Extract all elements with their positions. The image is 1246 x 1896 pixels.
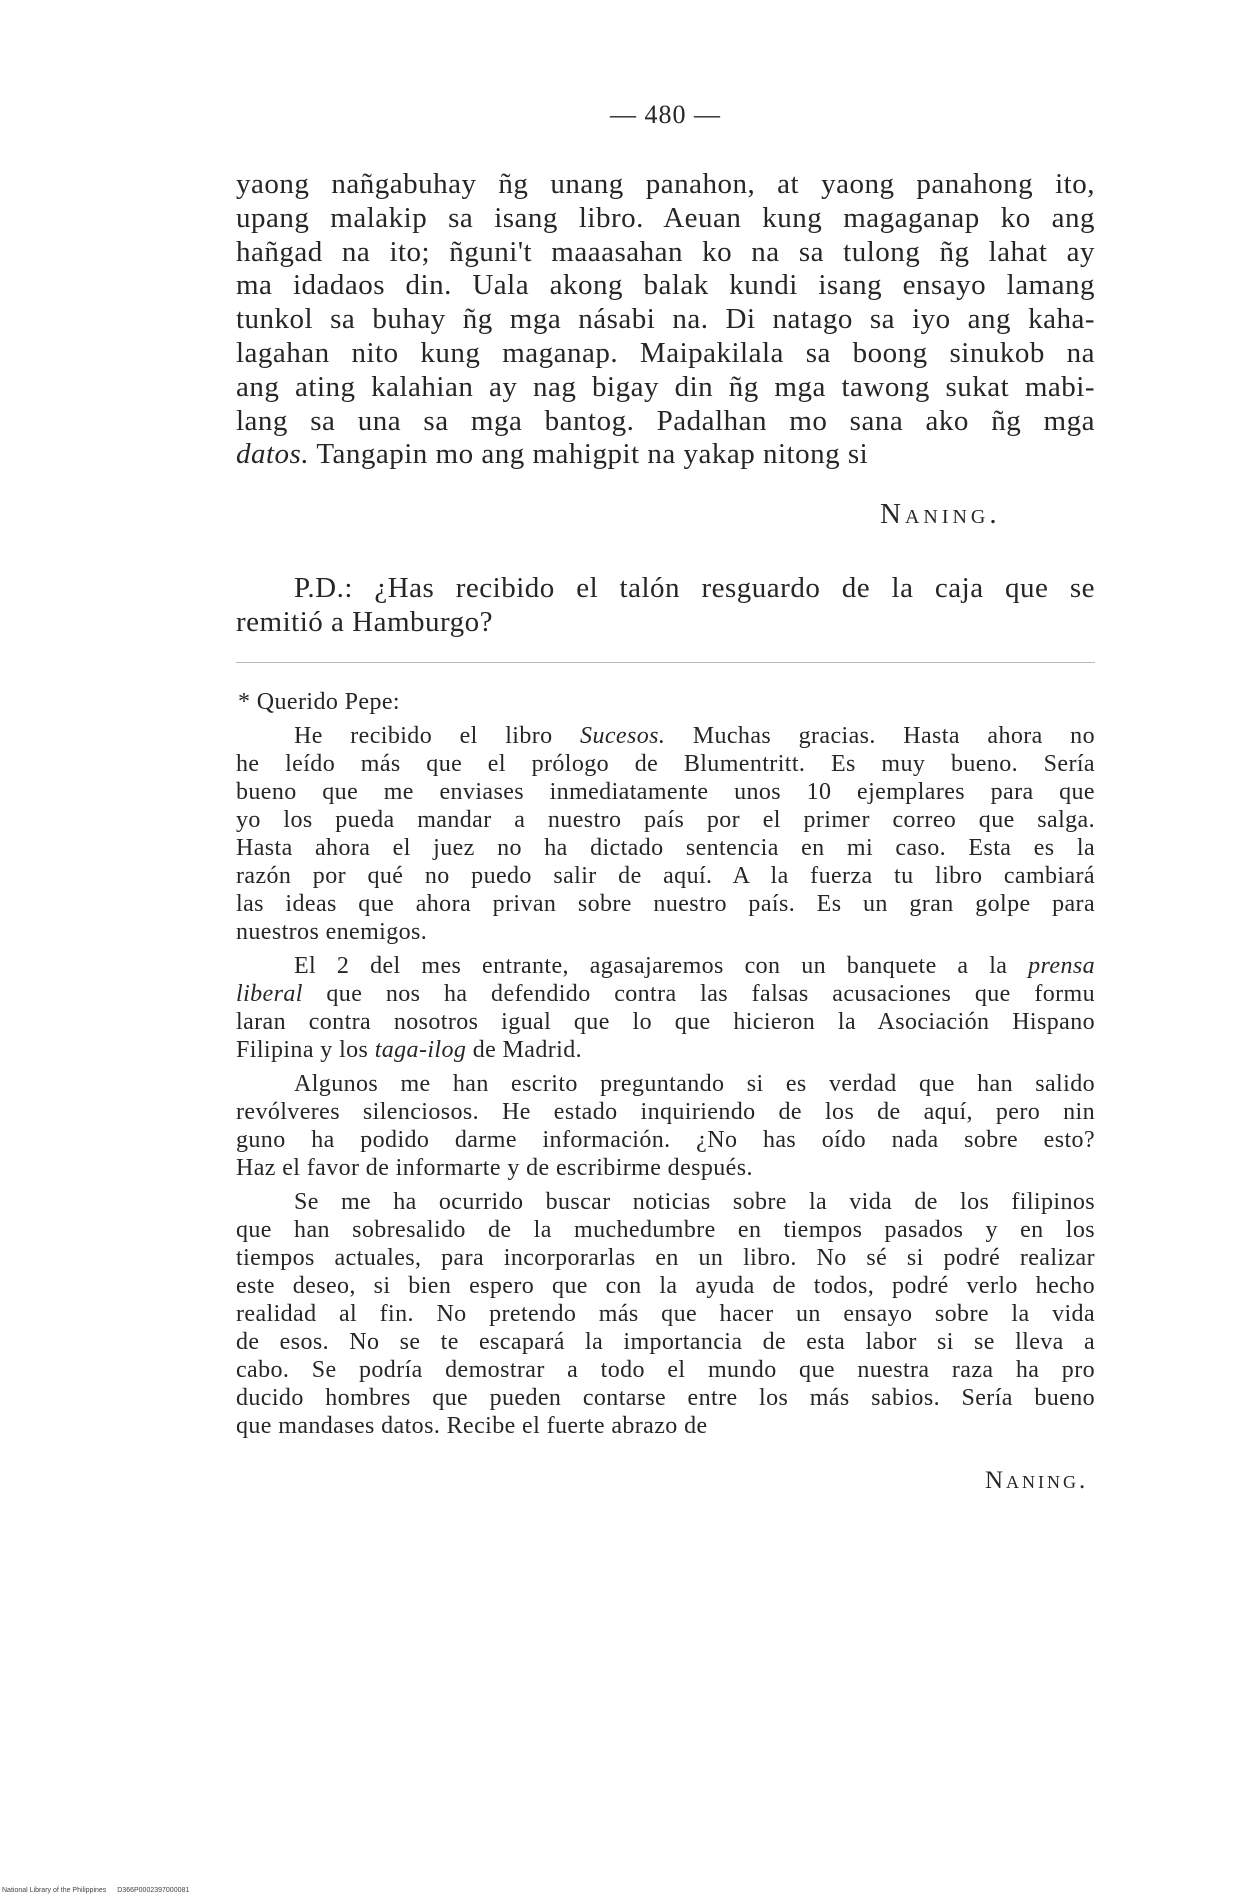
text-line [236,1356,1095,1384]
text-run: Tangapin mo ang mahigpit na yakap nitong si [309,438,869,471]
text-run: de Madrid. [466,1037,583,1063]
text-run: ang ating kalahian ay nag bigay din ñg mga tawong sukat mabi- [236,370,1095,403]
text-run: remitió a Hamburgo? [236,605,494,638]
text-run: lagahan nito kung maganap. Maipakilala sa boong sinukob na [236,336,1095,369]
footnote-paragraph [236,952,1095,1064]
text-run: yo los pueda mandar a nuestro país por el primer correo que salga. [236,807,1095,833]
text-run: ma idadaos din. Uala akong balak kundi isang ensayo lamang [236,269,1095,302]
text-run: que nos ha defendido contra las falsas acusaciones que formu [302,981,1095,1007]
text-run: El 2 del mes entrante, agasajaremos con un banquete a la [294,953,1029,979]
italic-text: prensa [1028,953,1095,979]
text-line [236,202,1095,236]
text-run: tiempos actuales, para incorporarlas en un libro. No sé si podré realizar [236,1245,1095,1271]
footnote-salutation: * Querido Pepe: [238,689,400,715]
text-run: razón por qué no puedo salir de aquí. A la fuerza tu libro cambiará [236,863,1095,889]
text-run: Hasta ahora el juez no ha dictado sentencia en mi caso. Esta es la [236,835,1095,861]
text-run: guno ha podido darme información. ¿No has oído nada sobre esto? [236,1127,1095,1153]
italic-text: taga-ilog [374,1037,467,1063]
text-line [236,606,1095,640]
text-run: Haz el favor de informarte y de escribirme después. [236,1155,753,1181]
footnote-rule [236,662,1095,663]
text-line [236,778,1095,806]
text-line [236,750,1095,778]
text-run: de esos. No se te escapará la importancia de esta labor si se lleva a [236,1329,1095,1355]
text-run: Algunos me han escrito preguntando si es verdad que han salido [294,1071,1095,1097]
text-line [236,1188,1095,1216]
page-number: — 480 — [610,100,721,129]
text-line [236,890,1095,918]
text-run: lang sa una sa mga bantog. Padalhan mo sana ako ñg mga [236,404,1095,437]
postscript [236,572,1095,640]
footnote-paragraph [236,722,1095,946]
text-line [236,405,1095,439]
text-line [236,1328,1095,1356]
text-line [236,438,1095,472]
text-line [236,1300,1095,1328]
archive-library-name: National Library of the Philippines [2,1887,107,1894]
italic-text: liberal [236,981,303,1007]
text-line [236,1126,1095,1154]
text-line [236,1036,1095,1064]
text-run: realidad al fin. No pretendo más que hacer un ensayo sobre la vida [236,1301,1095,1327]
text-run: ducido hombres que pueden contarse entre los más sabios. Sería bueno [236,1385,1095,1411]
text-run: upang malakip sa isang libro. Aeuan kung magaganap ko ang [236,201,1095,234]
text-line [236,1216,1095,1244]
text-line [236,1070,1095,1098]
text-line [236,806,1095,834]
letter-body-tagalog [236,168,1095,472]
footnote-paragraph [236,1070,1095,1182]
text-run: bueno que me enviases inmediatamente unos 10 ejemplares para que [236,779,1095,805]
text-run: cabo. Se podría demostrar a todo el mundo que nuestra raza ha pro [236,1357,1095,1383]
text-line [236,572,1095,606]
text-run: he leído más que el prólogo de Blumentritt. Es muy bueno. Sería [236,751,1095,777]
italic-text: datos. [236,438,310,471]
text-line [236,1384,1095,1412]
text-line [236,1272,1095,1300]
text-line [236,722,1095,750]
archive-item-id: D366P0002397000081 [117,1887,190,1894]
text-line [236,337,1095,371]
text-line [236,834,1095,862]
text-line [236,303,1095,337]
text-line [236,918,1095,946]
footnote-signature: Naning. [985,1467,1089,1494]
text-run: He recibido el libro [294,723,581,749]
text-run: este deseo, si bien espero que con la ayuda de todos, podré verlo hecho [236,1273,1095,1299]
text-line [236,1098,1095,1126]
text-line [236,980,1095,1008]
text-line [236,1154,1095,1182]
text-run: nuestros enemigos. [236,919,428,945]
text-run: tunkol sa buhay ñg mga násabi na. Di natago sa iyo ang kaha- [236,303,1095,336]
text-line [236,236,1095,270]
text-run: hañgad na ito; ñguni't maaasahan ko na sa tulong ñg lahat ay [236,235,1095,268]
text-run: Filipina y los [236,1037,375,1063]
italic-text: Sucesos. [580,723,666,749]
text-line [236,1244,1095,1272]
text-line [236,371,1095,405]
text-line [236,862,1095,890]
signature: Naning. [880,498,1001,530]
text-run: que han sobresalido de la muchedumbre en tiempos pasados y en los [236,1217,1095,1243]
text-line [236,1412,1095,1440]
text-run: Se me ha ocurrido buscar noticias sobre la vida de los filipinos [294,1189,1095,1215]
text-run: Muchas gracias. Hasta ahora no [665,723,1095,749]
text-run: yaong nañgabuhay ñg unang panahon, at yaong panahong ito, [236,168,1095,200]
text-run: las ideas que ahora privan sobre nuestro país. Es un gran golpe para [236,891,1095,917]
text-line [236,269,1095,303]
footnote-paragraph [236,1188,1095,1440]
text-line [236,1008,1095,1036]
text-run: revólveres silenciosos. He estado inquiriendo de los de aquí, pero nin [236,1099,1095,1125]
text-line [236,168,1095,202]
text-run: que mandases datos. Recibe el fuerte abrazo de [236,1413,708,1439]
footnote [236,688,1095,1440]
archive-footer [2,1886,189,1895]
text-run: laran contra nosotros igual que lo que hicieron la Asociación Hispano [236,1009,1095,1035]
text-line [236,952,1095,980]
text-run: P.D.: ¿Has recibido el talón resguardo de la caja que se [294,572,1095,604]
